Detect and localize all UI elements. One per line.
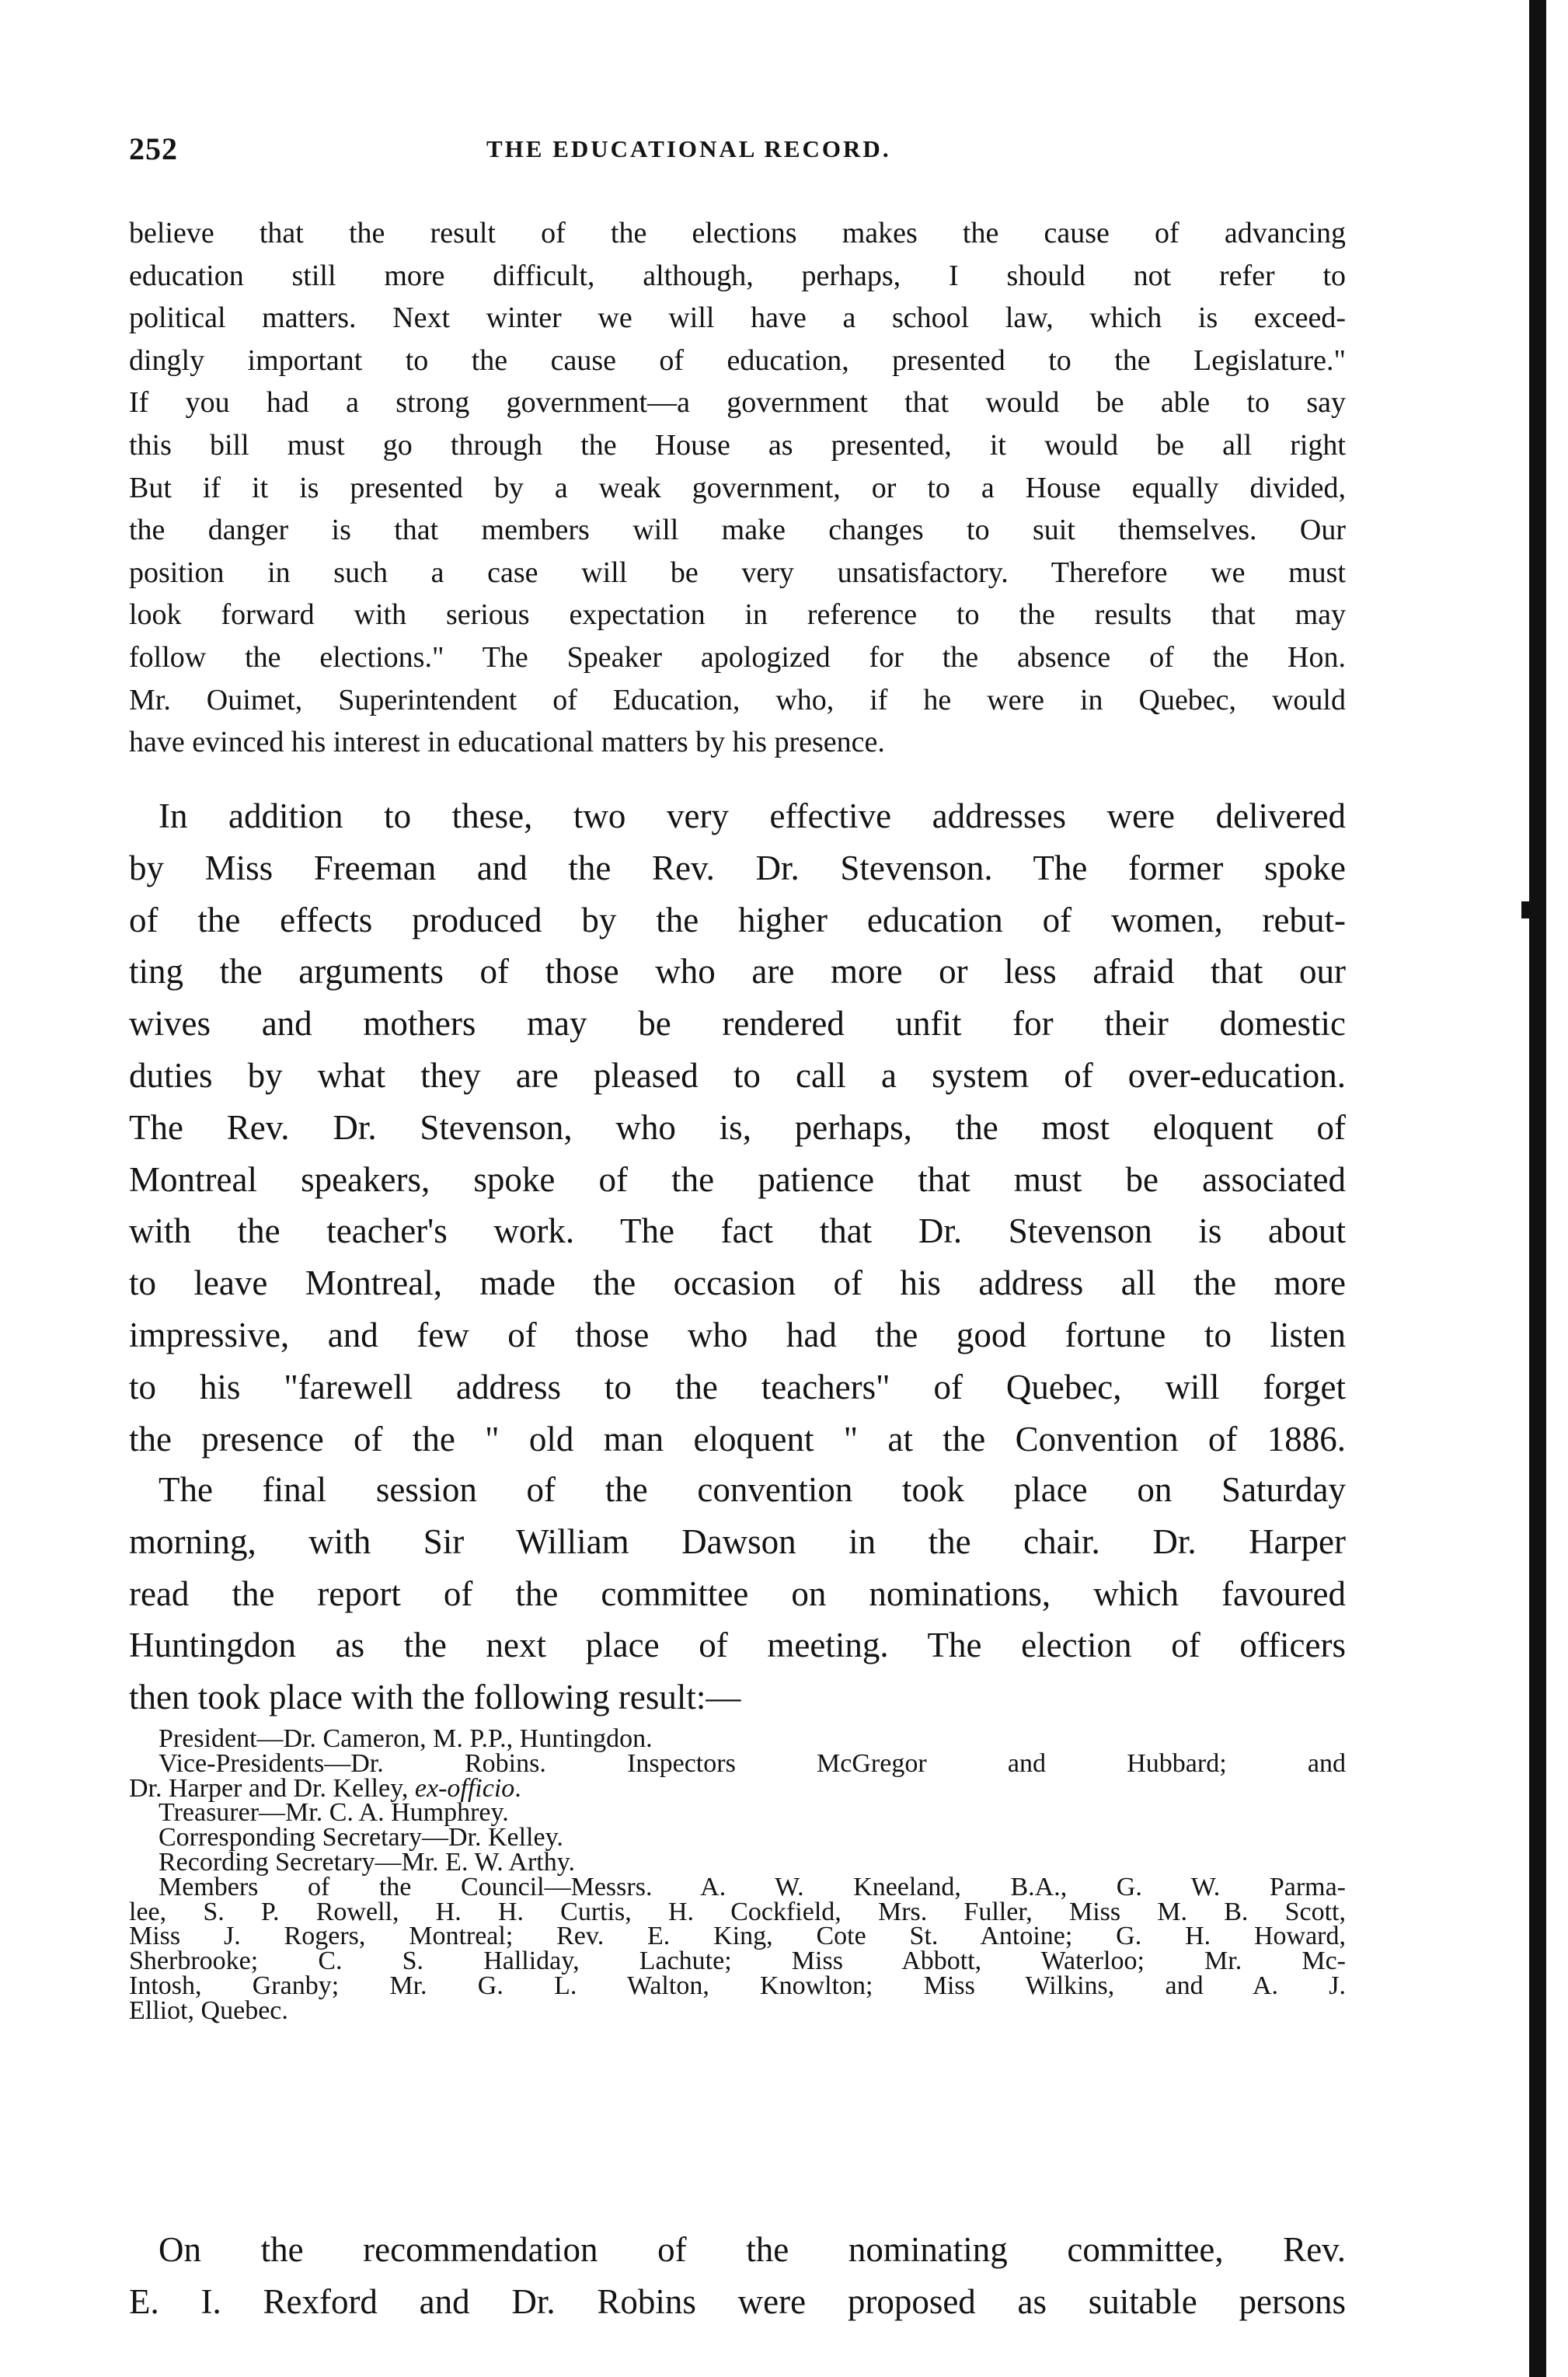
text-line: dingly important to the cause of education, presented to the Legislature." — [129, 343, 1346, 377]
page-number: 252 — [129, 131, 178, 166]
text-line: duties by what they are pleased to call a system of over-education. — [129, 1055, 1346, 1095]
list-line: Treasurer—Mr. C. A. Humphrey. — [159, 1798, 509, 1828]
text-line: Huntingdon as the next place of meeting. The election of officers — [129, 1626, 1346, 1665]
text-line: by Miss Freeman and the Rev. Dr. Stevenson. The former spoke — [129, 848, 1346, 887]
list-line: Corresponding Secretary—Dr. Kelley. — [159, 1823, 563, 1852]
text-line: position in such a case will be very unsatisfactory. Therefore we must — [129, 556, 1346, 589]
list-line: Sherbrooke; C. S. Halliday, Lachute; Miss Abbott, Waterloo; Mr. Mc- — [129, 1947, 1346, 1976]
text-line: education still more difficult, although, perhaps, I should not refer to — [129, 259, 1346, 292]
paragraph-final-session — [129, 1464, 1346, 1723]
text-line: read the report of the committee on nominations, which favoured — [129, 1574, 1346, 1613]
text-line: In addition to these, two very effective addresses were delivered — [159, 796, 1346, 835]
page-header — [129, 131, 1349, 177]
list-line: President—Dr. Cameron, M. P.P., Huntingdon. — [159, 1724, 653, 1753]
list-line: Vice-Presidents—Dr. Robins. Inspectors McGregor and Hubbard; and — [159, 1748, 1346, 1778]
list-line: Dr. Harper and Dr. Kelley, ex-officio. — [129, 1773, 521, 1803]
text-line: The final session of the convention took place on Saturday — [159, 1470, 1346, 1509]
text-line: this bill must go through the House as presented, it would be all right — [129, 428, 1346, 462]
text-line: look forward with serious expectation in reference to the results that may — [129, 598, 1346, 632]
list-line: Members of the Council—Messrs. A. W. Kneeland, B.A., G. W. Parma- — [159, 1872, 1346, 1901]
list-line: lee, S. P. Rowell, H. H. Curtis, H. Cockfield, Mrs. Fuller, Miss M. B. Scott, — [129, 1897, 1346, 1926]
text-line: Mr. Ouimet, Superintendent of Education, who, if he were in Quebec, would — [129, 683, 1346, 716]
text-line: then took place with the following result:— — [129, 1678, 741, 1717]
text-line: E. I. Rexford and Dr. Robins were proposed as suitable persons — [129, 2281, 1346, 2321]
list-line: Recording Secretary—Mr. E. W. Arthy. — [159, 1847, 576, 1877]
officers-list — [129, 1724, 1346, 2025]
paragraph-speaker-quote — [129, 212, 1346, 764]
text-line: political matters. Next winter we will have a school law, which is exceed- — [129, 301, 1346, 335]
text-line: morning, with Sir William Dawson in the chair. Dr. Harper — [129, 1521, 1346, 1561]
binding-edge-rule — [1529, 0, 1546, 2377]
running-title: THE EDUCATIONAL RECORD. — [486, 135, 891, 162]
text-line: The Rev. Dr. Stevenson, who is, perhaps, the most eloquent of — [129, 1107, 1346, 1147]
text-line: to his "farewell address to the teachers" of Quebec, will forget — [129, 1367, 1346, 1406]
text-line: to leave Montreal, made the occasion of his address all the more — [129, 1263, 1346, 1303]
list-line: Intosh, Granby; Mr. G. L. Walton, Knowlton; Miss Wilkins, and A. J. — [129, 1971, 1346, 2000]
list-line: Miss J. Rogers, Montreal; Rev. E. King, Cote St. Antoine; G. H. Howard, — [129, 1922, 1346, 1951]
text-line: If you had a strong government—a government that would be able to say — [129, 386, 1346, 420]
text-line: have evinced his interest in educational matters by his presence. — [129, 726, 885, 759]
binding-edge-mark — [1521, 901, 1534, 918]
text-line: of the effects produced by the higher education of women, rebut- — [129, 900, 1346, 939]
text-line: impressive, and few of those who had the good fortune to listen — [129, 1315, 1346, 1354]
text-line: wives and mothers may be rendered unfit for their domestic — [129, 1004, 1346, 1044]
text-line: believe that the result of the elections makes the cause of advancing — [129, 217, 1346, 249]
paragraph-addresses — [129, 790, 1346, 1465]
text-line: Montreal speakers, spoke of the patience that must be associated — [129, 1159, 1346, 1199]
list-line: Elliot, Quebec. — [129, 1995, 288, 2025]
text-line: the danger is that members will make changes to suit themselves. Our — [129, 514, 1346, 547]
ex-officio-text: ex-officio — [414, 1773, 515, 1803]
text-line: ting the arguments of those who are more or less afraid that our — [129, 952, 1346, 992]
text-line: follow the elections." The Speaker apologized for the absence of the Hon. — [129, 640, 1346, 674]
paragraph-recommendation — [129, 2224, 1346, 2328]
text-line: with the teacher's work. The fact that Dr. Stevenson is about — [129, 1211, 1346, 1251]
text-line: the presence of the " old man eloquent " at the Convention of 1886. — [129, 1419, 1346, 1459]
text-line: On the recommendation of the nominating committee, Rev. — [159, 2230, 1346, 2269]
text-line: But if it is presented by a weak government, or to a House equally divided, — [129, 471, 1346, 504]
